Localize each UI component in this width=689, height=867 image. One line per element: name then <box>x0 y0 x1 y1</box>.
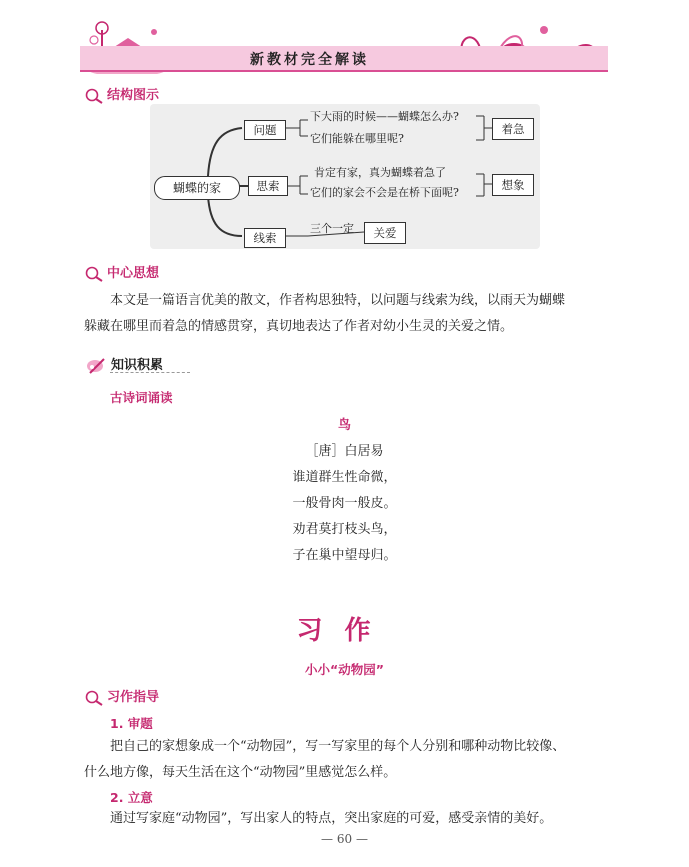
guide-heading-text: 习作指导 <box>107 690 160 705</box>
step2-line: 通过写家庭“动物园”，写出家人的特点，突出家庭的可爱，感受亲情的美好。 <box>110 811 553 826</box>
poem-line-3: 劝君莫打枝头鸟， <box>292 522 397 537</box>
poem-section-heading: 古诗词诵读 <box>110 390 173 405</box>
theme-heading-text: 中心思想 <box>107 266 160 281</box>
poem-title: 鸟 <box>337 418 351 433</box>
step1-line-2: 什么地方像，每天生活在这个“动物园”里感觉怎么样。 <box>84 765 397 780</box>
knowledge-underline <box>110 372 190 374</box>
mind-map-center: 蝴蝶的家 <box>154 176 240 200</box>
branch-clue-line-1: 三个一定 <box>310 222 354 235</box>
quill-icon <box>86 357 108 375</box>
poem-line-1: 谁道群生性命微， <box>292 470 397 485</box>
result-imagine: 想象 <box>492 174 534 196</box>
branch-question-line-2: 它们能躲在哪里呢? <box>310 132 404 145</box>
section-theme-heading <box>84 262 159 282</box>
knowledge-heading-text: 知识积累 <box>111 358 164 373</box>
step2-title: 2. 立意 <box>110 790 153 805</box>
structure-heading-text: 结构图示 <box>107 88 160 103</box>
theme-line-1: 本文是一篇语言优美的散文，作者构思独特，以问题与线索为线，以雨天为蝴蝶 <box>110 293 566 308</box>
magnifier-icon <box>84 266 104 282</box>
poem-line-4: 子在巢中望母归。 <box>292 548 397 563</box>
branch-thinking-line-1: 肯定有家，真为蝴蝶着急了 <box>314 166 446 179</box>
result-anxious: 着急 <box>492 118 534 140</box>
magnifier-icon <box>84 88 104 104</box>
branch-label-thinking: 思索 <box>248 176 288 196</box>
step1-title: 1. 审题 <box>110 716 153 731</box>
branch-thinking-line-2: 它们的家会不会是在桥下面呢? <box>310 186 459 199</box>
step1-line-1: 把自己的家想象成一个“动物园”，写一写家里的每个人分别和哪种动物比较像、 <box>110 739 566 754</box>
mind-map <box>150 104 540 249</box>
section-structure-heading <box>84 84 159 104</box>
writing-subtitle: 小小“动物园” <box>305 662 384 677</box>
poem-line-2: 一般骨肉一般皮。 <box>292 496 397 511</box>
theme-line-2: 躲藏在哪里而着急的情感贯穿，真切地表达了作者对幼小生灵的关爱之情。 <box>84 319 514 334</box>
writing-title: 习作 <box>296 616 393 646</box>
section-guide-heading <box>84 686 159 706</box>
branch-question-line-1: 下大雨的时候——蝴蝶怎么办? <box>310 110 459 123</box>
poem-author: ［唐］白居易 <box>305 444 384 459</box>
header-line <box>80 70 608 72</box>
branch-label-question: 问题 <box>244 120 286 140</box>
page-number: — 60 — <box>321 832 368 846</box>
magnifier-icon <box>84 690 104 706</box>
branch-label-clue: 线索 <box>244 228 286 248</box>
result-care: 关爱 <box>364 222 406 244</box>
header-title: 新教材完全解读 <box>250 52 369 68</box>
